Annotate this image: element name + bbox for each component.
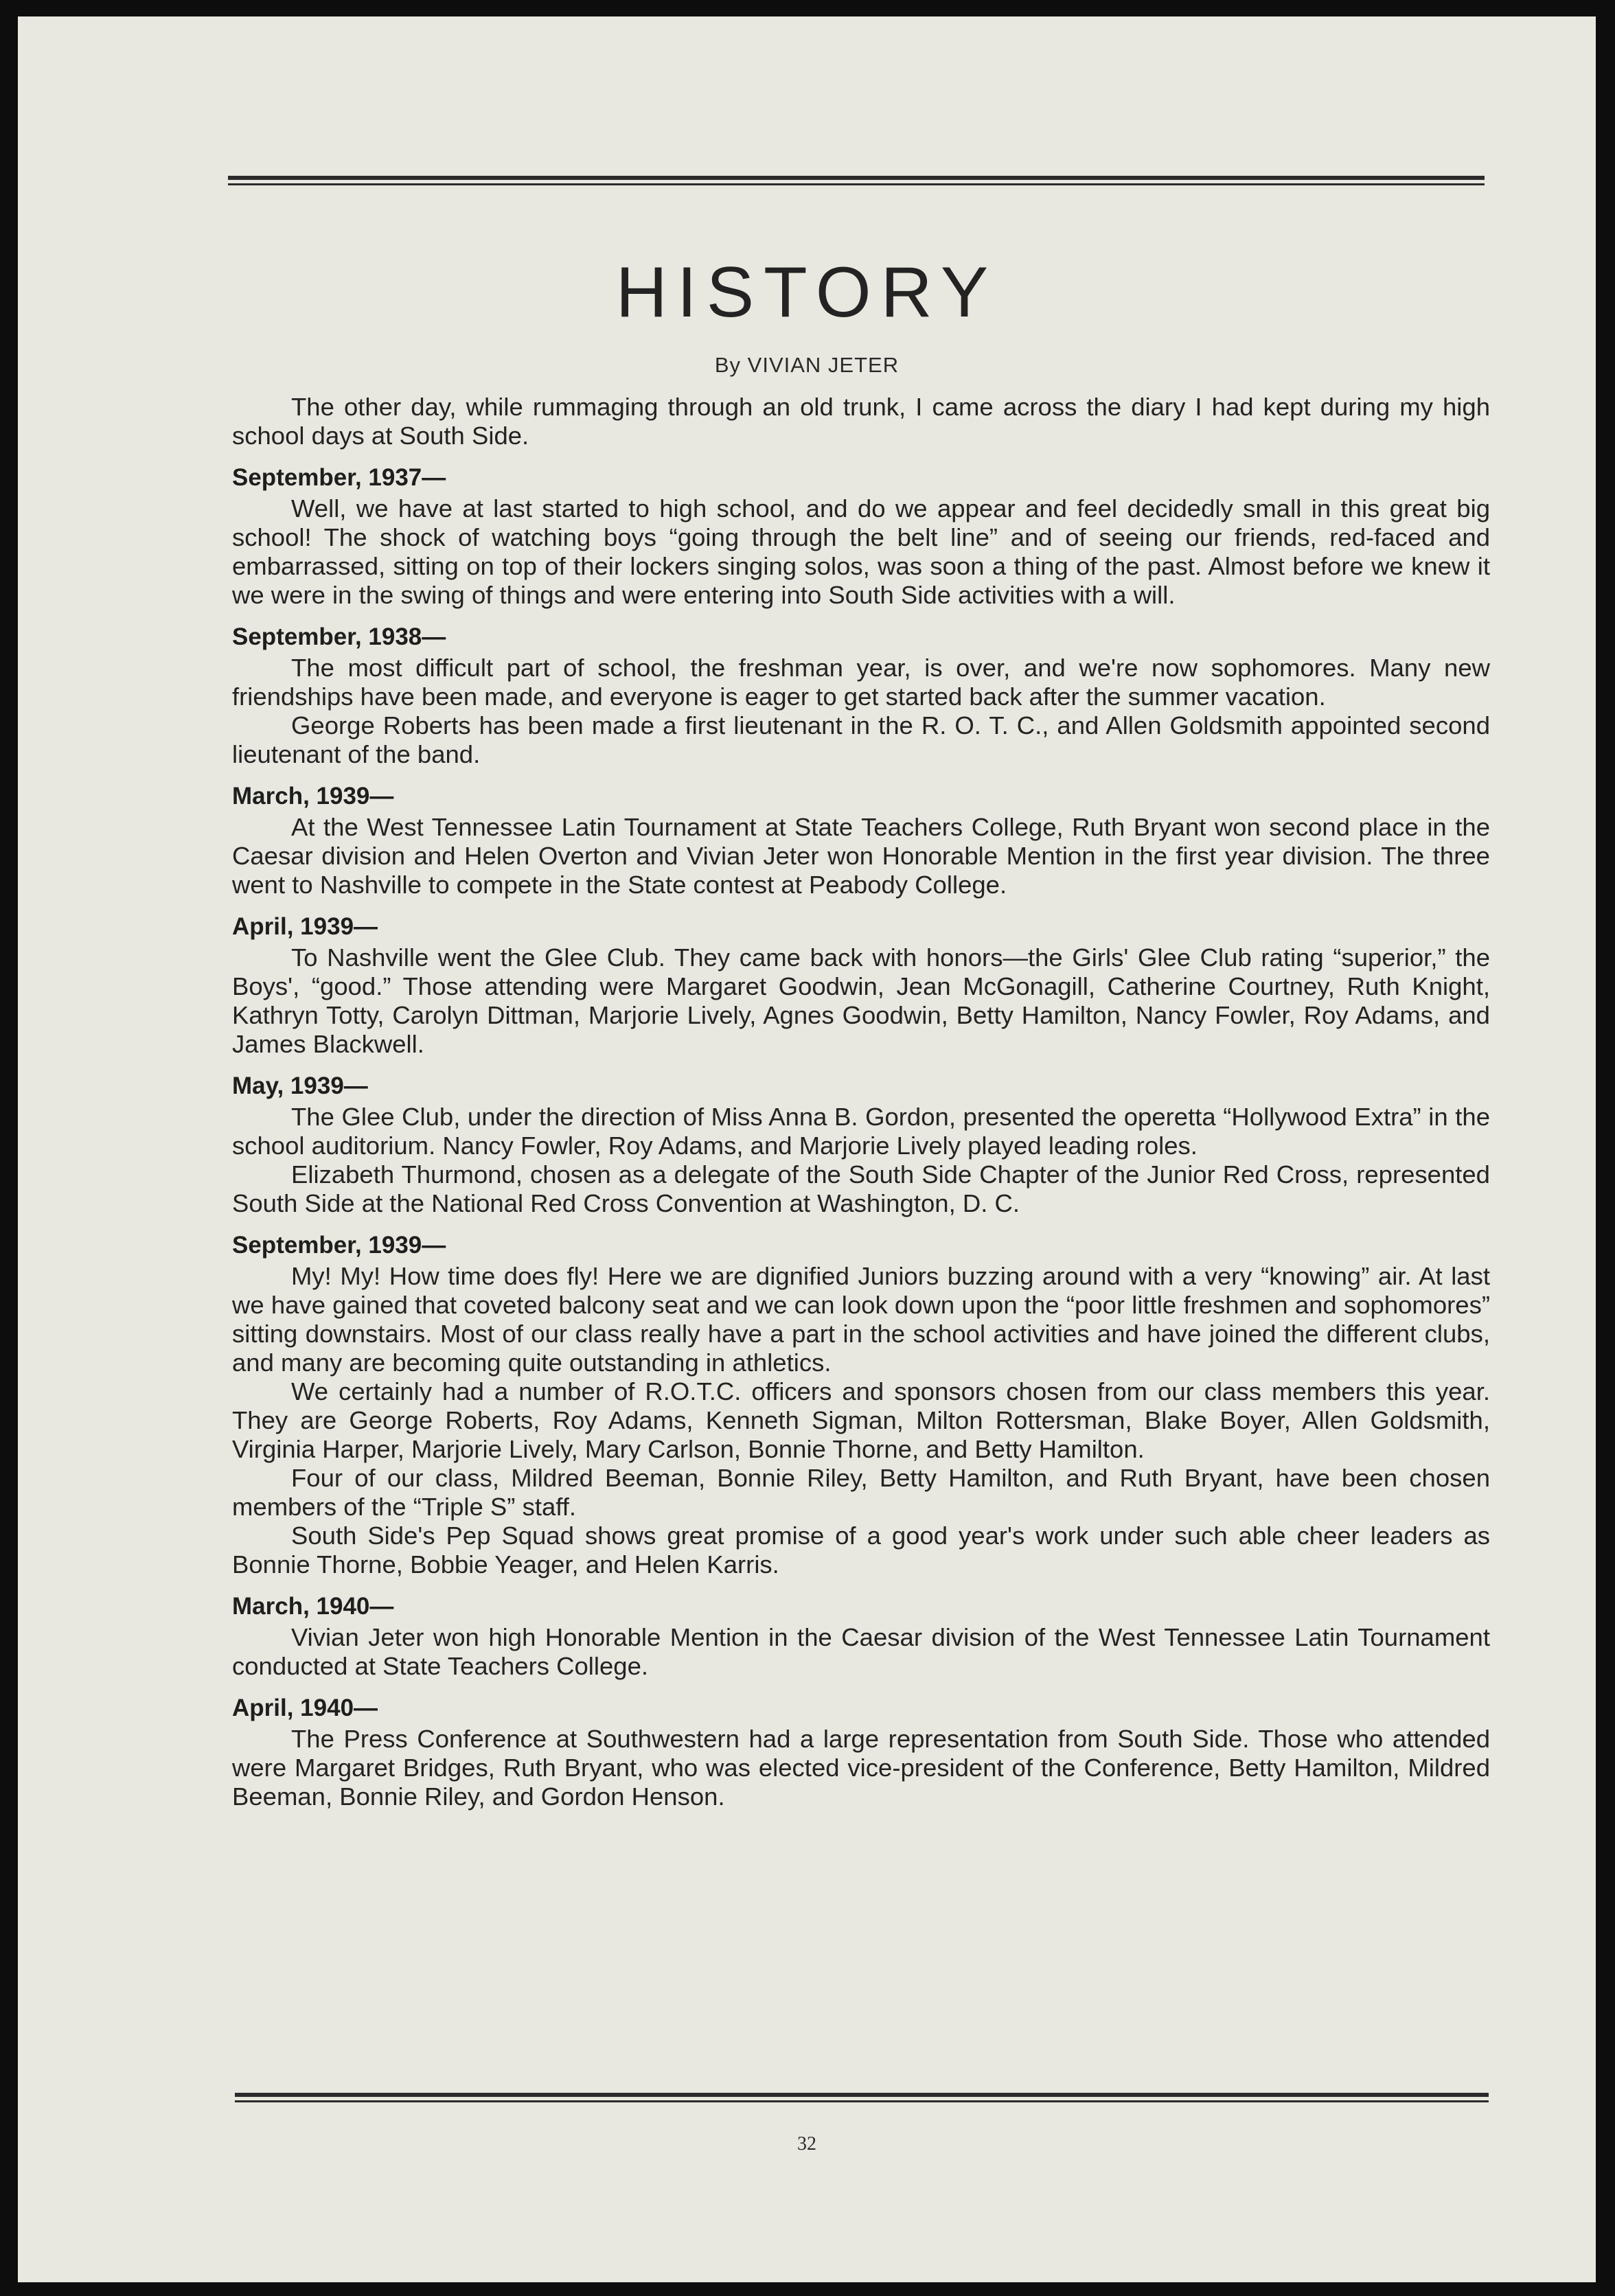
diary-entry-mar-1940 bbox=[232, 1592, 1490, 1681]
entry-date: March, 1939— bbox=[232, 783, 394, 810]
diary-entry-apr-1939 bbox=[232, 912, 1490, 1059]
entry-paragraph: To Nashville went the Glee Club. They came back with honors—the Girls' Glee Club rating “superior,” the Boys', “good.” Those attending were Margaret Goodwin, Jean McGonagill, Catherine Courtney, Ruth Knight, Kathryn Totty, Carolyn Dittman, Marjorie Lively, Agnes Goodwin, Betty Hamilton, Nancy Fowler, Roy Adams, and James Blackwell. bbox=[232, 943, 1490, 1058]
entry-paragraph: The Press Conference at Southwestern had a large representation from South Side. Those who attended were Margaret Bridges, Ruth Bryant, who was elected vice-president of the Conference, Betty Hamilton, Mildred Beeman, Bonnie Riley, and Gordon Henson. bbox=[232, 1725, 1490, 1811]
entry-date: April, 1940— bbox=[232, 1695, 378, 1721]
bottom-double-rule bbox=[235, 2093, 1489, 2104]
diary-entry-apr-1940 bbox=[232, 1693, 1490, 1811]
diary-entry-sep-1937 bbox=[232, 463, 1490, 610]
diary-entry-sep-1938 bbox=[232, 622, 1490, 769]
entry-date: September, 1937— bbox=[232, 464, 446, 491]
diary-entry-sep-1939 bbox=[232, 1230, 1490, 1579]
top-double-rule bbox=[228, 176, 1485, 187]
entry-date: September, 1939— bbox=[232, 1232, 446, 1259]
entry-paragraph: South Side's Pep Squad shows great promise of a good year's work under such able cheer leaders as Bonnie Thorne, Bobbie Yeager, and Helen Karris. bbox=[232, 1522, 1490, 1578]
entry-paragraph: George Roberts has been made a first lieutenant in the R. O. T. C., and Allen Goldsmith appointed second lieutenant of the band. bbox=[232, 711, 1490, 768]
article-body bbox=[232, 393, 1490, 1811]
intro-paragraph: The other day, while rummaging through an old trunk, I came across the diary I had kept during my high school days at South Side. bbox=[232, 393, 1490, 450]
scanned-page bbox=[18, 16, 1596, 2282]
entry-paragraph: Vivian Jeter won high Honorable Mention in the Caesar division of the West Tennessee Latin Tournament conducted at State Teachers College. bbox=[232, 1623, 1490, 1680]
entry-paragraph: My! My! How time does fly! Here we are dignified Juniors buzzing around with a very “knowing” air. At last we have gained that coveted balcony seat and we can look down upon the “poor little freshmen and sophomores” sitting downstairs. Most of our class really have a part in the school activities and have joined the different clubs, and many are becoming quite outstanding in athletics. bbox=[232, 1262, 1490, 1377]
entry-paragraph: We certainly had a number of R.O.T.C. officers and sponsors chosen from our class members this year. They are George Roberts, Roy Adams, Kenneth Sigman, Milton Rottersman, Blake Boyer, Allen Goldsmith, Virginia Harper, Marjorie Lively, Mary Carlson, Bonnie Thorne, and Betty Hamilton. bbox=[232, 1377, 1490, 1463]
diary-entry-may-1939 bbox=[232, 1071, 1490, 1218]
entry-paragraph: Well, we have at last started to high school, and do we appear and feel decidedly small in this great big school! The shock of watching boys “going through the belt line” and of seeing our friends, red-faced and embarrassed, sitting on top of their lockers singing solos, was soon a thing of the past. Almost before we knew it we were in the swing of things and were entering into South Side activities with a will. bbox=[232, 494, 1490, 609]
byline: By VIVIAN JETER bbox=[714, 353, 900, 377]
entry-date: April, 1939— bbox=[232, 913, 378, 940]
page-title: HISTORY bbox=[615, 253, 998, 332]
entry-paragraph: The most difficult part of school, the freshman year, is over, and we're now sophomores. Many new friendships have been made, and everyone is eager to get started back after the summer vacation. bbox=[232, 654, 1490, 711]
entry-date: September, 1938— bbox=[232, 623, 446, 650]
page-number: 32 bbox=[797, 2133, 816, 2155]
entry-paragraph: Elizabeth Thurmond, chosen as a delegate of the South Side Chapter of the Junior Red Cross, represented South Side at the National Red Cross Convention at Washington, D. C. bbox=[232, 1160, 1490, 1217]
entry-paragraph: Four of our class, Mildred Beeman, Bonnie Riley, Betty Hamilton, and Ruth Bryant, have been chosen members of the “Triple S” staff. bbox=[232, 1464, 1490, 1521]
entry-paragraph: The Glee Club, under the direction of Miss Anna B. Gordon, presented the operetta “Hollywood Extra” in the school auditorium. Nancy Fowler, Roy Adams, and Marjorie Lively played leading roles. bbox=[232, 1103, 1490, 1160]
entry-date: May, 1939— bbox=[232, 1072, 368, 1099]
diary-entry-mar-1939 bbox=[232, 781, 1490, 899]
entry-date: March, 1940— bbox=[232, 1593, 394, 1620]
entry-paragraph: At the West Tennessee Latin Tournament at State Teachers College, Ruth Bryant won second place in the Caesar division and Helen Overton and Vivian Jeter won Honorable Mention in the first year division. The three went to Nashville to compete in the State contest at Peabody College. bbox=[232, 813, 1490, 899]
